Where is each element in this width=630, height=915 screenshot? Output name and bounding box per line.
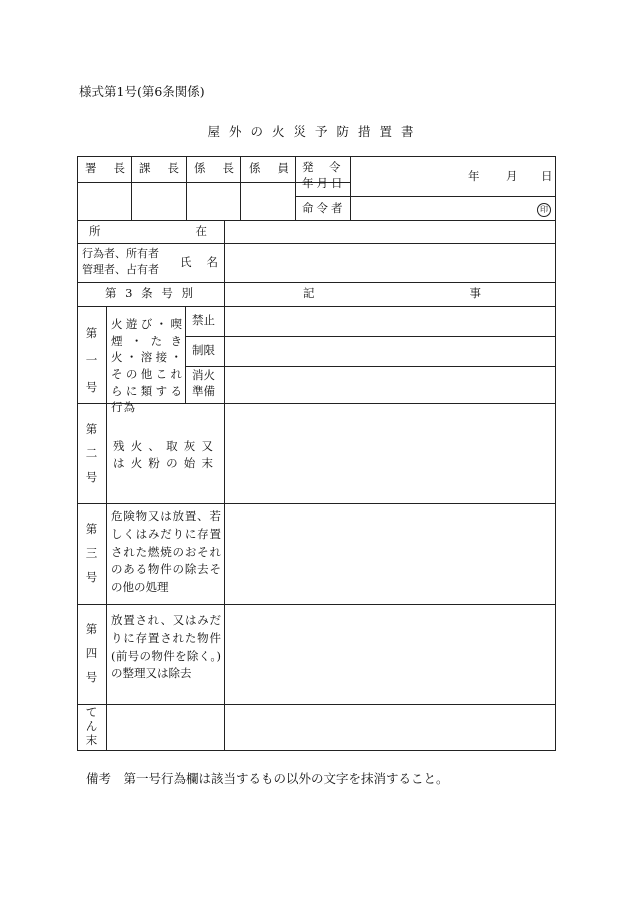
measure-table bbox=[77, 156, 556, 751]
grid-line bbox=[77, 704, 556, 705]
seal-mark bbox=[537, 201, 551, 217]
grid-line bbox=[106, 306, 107, 751]
item5-label bbox=[77, 706, 106, 747]
item1-extinguish-2: 準備 bbox=[192, 384, 215, 398]
item1-number-char: 一 bbox=[85, 352, 98, 367]
header-chief: 署長 bbox=[85, 161, 125, 175]
item1-prohibit: 禁止 bbox=[192, 313, 215, 327]
item1-number bbox=[77, 326, 106, 395]
date-month: 月 bbox=[506, 169, 518, 183]
grid-line bbox=[77, 243, 556, 244]
date-day: 日 bbox=[541, 169, 553, 183]
grid-line bbox=[185, 306, 186, 403]
item1-description: 火遊び・喫煙・たき火・溶接・その他これらに類する行為 bbox=[111, 317, 183, 415]
issue-date-label-1: 発 令 bbox=[302, 160, 343, 174]
item2-number-char: 号 bbox=[85, 469, 98, 484]
footnote: 備考 第一号行為欄は該当するもの以外の文字を抹消すること。 bbox=[86, 771, 449, 786]
item5-label-char: ん bbox=[85, 718, 98, 733]
item2-number-char: 二 bbox=[85, 445, 98, 460]
name-label: 氏名 bbox=[180, 255, 218, 269]
item3-number-char: 号 bbox=[85, 569, 98, 584]
item4-description: 放置され、又はみだりに存置された物件(前号の物件を除く。)の整理又は除去 bbox=[111, 613, 221, 681]
article-header: 第3条号別 bbox=[105, 286, 193, 300]
grid-line bbox=[131, 156, 132, 220]
grid-line bbox=[77, 220, 556, 221]
date-year: 年 bbox=[468, 169, 480, 183]
grid-line bbox=[77, 306, 556, 307]
person-label-1: 行為者、所有者 bbox=[82, 247, 159, 260]
location-label: 所在 bbox=[89, 224, 207, 238]
item5-label-char: て bbox=[85, 705, 98, 719]
item4-number-char: 四 bbox=[85, 645, 98, 660]
item2-number-char: 第 bbox=[85, 422, 98, 436]
issue-date-label-2: 年月日 bbox=[302, 176, 346, 190]
item5-label-char: 末 bbox=[85, 732, 98, 747]
item2-description: 残火、取灰又は火粉の始末 bbox=[113, 439, 218, 471]
grid-line bbox=[350, 156, 351, 220]
item3-number-char: 第 bbox=[85, 522, 98, 536]
header-staff: 係員 bbox=[249, 161, 289, 175]
item4-number-char: 号 bbox=[85, 669, 98, 684]
seal-icon: 印 bbox=[537, 203, 551, 217]
item1-limit: 制限 bbox=[192, 343, 215, 357]
item1-number-char: 第 bbox=[85, 326, 98, 340]
item4-number bbox=[77, 622, 106, 685]
header-staff-chief: 係長 bbox=[194, 161, 234, 175]
item3-description: 危険物又は放置、若しくはみだりに存置された燃焼のおそれのある物件の除去その他の処理 bbox=[111, 509, 221, 595]
item4-number-char: 第 bbox=[85, 622, 98, 636]
item3-number bbox=[77, 522, 106, 585]
document-title: 屋外の火災予防措置書 bbox=[207, 124, 423, 139]
grid-line bbox=[186, 156, 187, 220]
form-reference: 様式第1号(第6条関係) bbox=[79, 84, 205, 99]
orderer-label: 命令者 bbox=[302, 201, 346, 215]
grid-line bbox=[295, 196, 556, 197]
grid-line bbox=[77, 604, 556, 605]
grid-line bbox=[185, 366, 556, 367]
person-label-2: 管理者、占有者 bbox=[82, 263, 159, 276]
grid-line bbox=[295, 156, 296, 220]
item1-number-char: 号 bbox=[85, 379, 98, 394]
item3-number-char: 三 bbox=[85, 545, 98, 560]
grid-line bbox=[185, 336, 556, 337]
grid-line bbox=[77, 503, 556, 504]
grid-line bbox=[224, 220, 225, 751]
grid-line bbox=[240, 156, 241, 220]
item1-extinguish-1: 消火 bbox=[192, 368, 215, 382]
record-header: 記事 bbox=[303, 286, 481, 300]
grid-line bbox=[77, 282, 556, 283]
header-section-chief: 課長 bbox=[139, 161, 179, 175]
item2-number bbox=[77, 422, 106, 485]
